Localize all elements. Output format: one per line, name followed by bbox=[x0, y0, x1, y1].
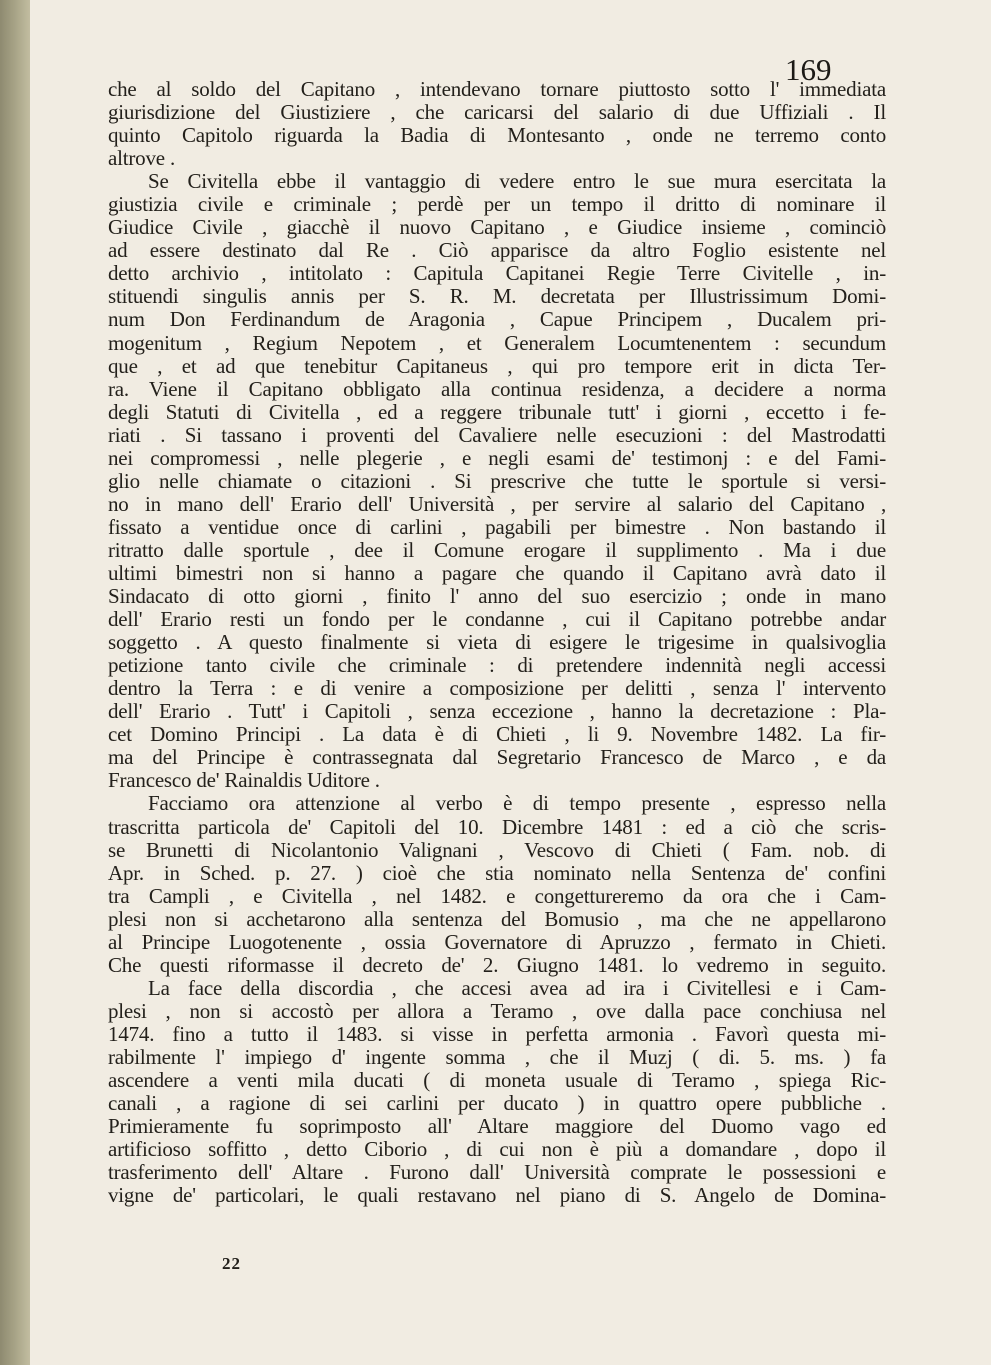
page-text-body bbox=[108, 78, 886, 1207]
text-line: Sindacato di otto giorni , finito l' anno del suo esercizio ; onde in mano bbox=[108, 584, 886, 609]
text-line: ascendere a venti mila ducati ( di moneta usuale di Teramo , spiega Ric- bbox=[108, 1068, 886, 1093]
text-line: rabilmente l' impiego d' ingente somma , che il Muzj ( di. 5. ms. ) fa bbox=[108, 1044, 886, 1069]
text-line: al Principe Luogotenente , ossia Governatore di Apruzzo , fermato in Chieti. bbox=[108, 929, 886, 954]
book-spine-shadow bbox=[0, 0, 34, 1365]
text-line: giustizia civile e criminale ; perdè per un tempo il dritto di nominare il bbox=[108, 192, 886, 217]
text-line: trascritta particola de' Capitoli del 10. Dicembre 1481 : ed a ciò che scris- bbox=[108, 814, 886, 839]
text-line: Se Civitella ebbe il vantaggio di vedere entro le sue mura esercitata la bbox=[148, 169, 886, 194]
text-line: se Brunetti di Nicolantonio Valignani , Vescovo di Chieti ( Fam. nob. di bbox=[108, 837, 886, 862]
text-line: glio nelle chiamate o citazioni . Si prescrive che tutte le sportule si versi- bbox=[108, 468, 886, 493]
page-number: 169 bbox=[785, 52, 832, 87]
text-line: artificioso soffitto , detto Ciborio , di cui non è più a domandare , dopo il bbox=[108, 1137, 886, 1162]
text-line: La face della discordia , che accesi avea ad ira i Civitellesi e i Cam- bbox=[148, 975, 886, 1000]
text-line: quinto Capitolo riguarda la Badia di Montesanto , onde ne terremo conto bbox=[108, 123, 886, 148]
text-line: Che questi riformasse il decreto de' 2. Giugno 1481. lo vedremo in seguito. bbox=[108, 952, 886, 977]
text-line: dell' Erario resti un fondo per le condanne , cui il Capitano potrebbe andar bbox=[108, 607, 886, 632]
text-line: riati . Si tassano i proventi del Cavaliere nelle esecuzioni : del Mastrodatti bbox=[108, 422, 886, 447]
text-line: ultimi bimestri non si hanno a pagare che quando il Capitano avrà dato il bbox=[108, 560, 886, 585]
text-line: altrove . bbox=[108, 146, 176, 171]
text-line: giurisdizione del Giustiziere , che caricarsi del salario di due Uffiziali . Il bbox=[108, 100, 886, 125]
text-line: cet Domino Principi . La data è di Chieti , li 9. Novembre 1482. La fir- bbox=[108, 722, 886, 747]
text-line: ritratto dalle sportule , dee il Comune erogare il supplimento . Ma i due bbox=[108, 537, 886, 562]
text-line: plesi non si acchetarono alla sentenza del Bomusio , ma che ne appellarono bbox=[108, 906, 886, 931]
text-line: petizione tanto civile che criminale : di pretendere indennità negli accessi bbox=[108, 653, 886, 678]
book-page bbox=[30, 0, 991, 1365]
text-line: fissato a ventidue once di carlini , pagabili per bimestre . Non bastando il bbox=[108, 514, 886, 539]
text-line: soggetto . A questo finalmente si vieta di esigere le trigesime in qualsivoglia bbox=[108, 630, 886, 655]
text-line: tra Campli , e Civitella , nel 1482. e congettureremo da ora che i Cam- bbox=[108, 883, 886, 908]
text-line: que , et ad que tenebitur Capitaneus , qui pro tempore erit in dicta Ter- bbox=[108, 353, 886, 378]
text-line: Facciamo ora attenzione al verbo è di tempo presente , espresso nella bbox=[148, 791, 886, 816]
text-line: no in mano dell' Erario dell' Università , per servire al salario del Capitano , bbox=[108, 491, 886, 516]
text-line: detto archivio , intitolato : Capitula Capitanei Regie Terre Civitelle , in- bbox=[108, 261, 886, 286]
text-line: stituendi singulis annis per S. R. M. decretata per Illustrissimum Domi- bbox=[108, 284, 886, 309]
signature-mark: 22 bbox=[222, 1254, 241, 1273]
text-line: num Don Ferdinandum de Aragonia , Capue Principem , Ducalem pri- bbox=[108, 307, 886, 332]
text-line: ad essere destinato dal Re . Ciò apparisce da altro Foglio esistente nel bbox=[108, 238, 886, 263]
text-line: Francesco de' Rainaldis Uditore . bbox=[108, 768, 380, 793]
text-line: Primieramente fu soprimposto all' Altare maggiore del Duomo vago ed bbox=[108, 1114, 886, 1139]
text-line: Giudice Civile , giacchè il nuovo Capitano , e Giudice insieme , cominciò bbox=[108, 215, 886, 240]
text-line: ra. Viene il Capitano obbligato alla continua residenza, a decidere a norma bbox=[108, 376, 886, 401]
text-line: canali , a ragione di sei carlini per ducato ) in quattro opere pubbliche . bbox=[108, 1091, 886, 1116]
text-line: ma del Principe è contrassegnata dal Segretario Francesco de Marco , e da bbox=[108, 745, 886, 770]
text-line: plesi , non si accostò per allora a Teramo , ove dalla pace conchiusa nel bbox=[108, 998, 886, 1023]
text-line: dell' Erario . Tutt' i Capitoli , senza eccezione , hanno la decretazione : Pla- bbox=[108, 699, 886, 724]
text-line: vigne de' particolari, le quali restavano nel piano di S. Angelo de Domina- bbox=[108, 1183, 886, 1208]
text-line: che al soldo del Capitano , intendevano tornare piuttosto sotto l' immediata bbox=[108, 77, 886, 101]
text-line: nei compromessi , nelle plegerie , e negli esami de' testimonj : e del Fami- bbox=[108, 445, 886, 470]
text-line: 1474. fino a tutto il 1483. si visse in perfetta armonia . Favorì questa mi- bbox=[108, 1021, 886, 1046]
text-line: mogenitum , Regium Nepotem , et Generalem Locumtenentem : secundum bbox=[108, 330, 886, 355]
text-line: degli Statuti di Civitella , ed a reggere tribunale tutt' i giorni , eccetto i fe- bbox=[108, 399, 886, 424]
text-line: trasferimento dell' Altare . Furono dall' Università comprate le possessioni e bbox=[108, 1160, 886, 1185]
text-line: dentro la Terra : e di venire a composizione per delitti , senza l' intervento bbox=[108, 676, 886, 701]
text-line: Apr. in Sched. p. 27. ) cioè che stia nominato nella Sentenza de' confini bbox=[108, 860, 886, 885]
